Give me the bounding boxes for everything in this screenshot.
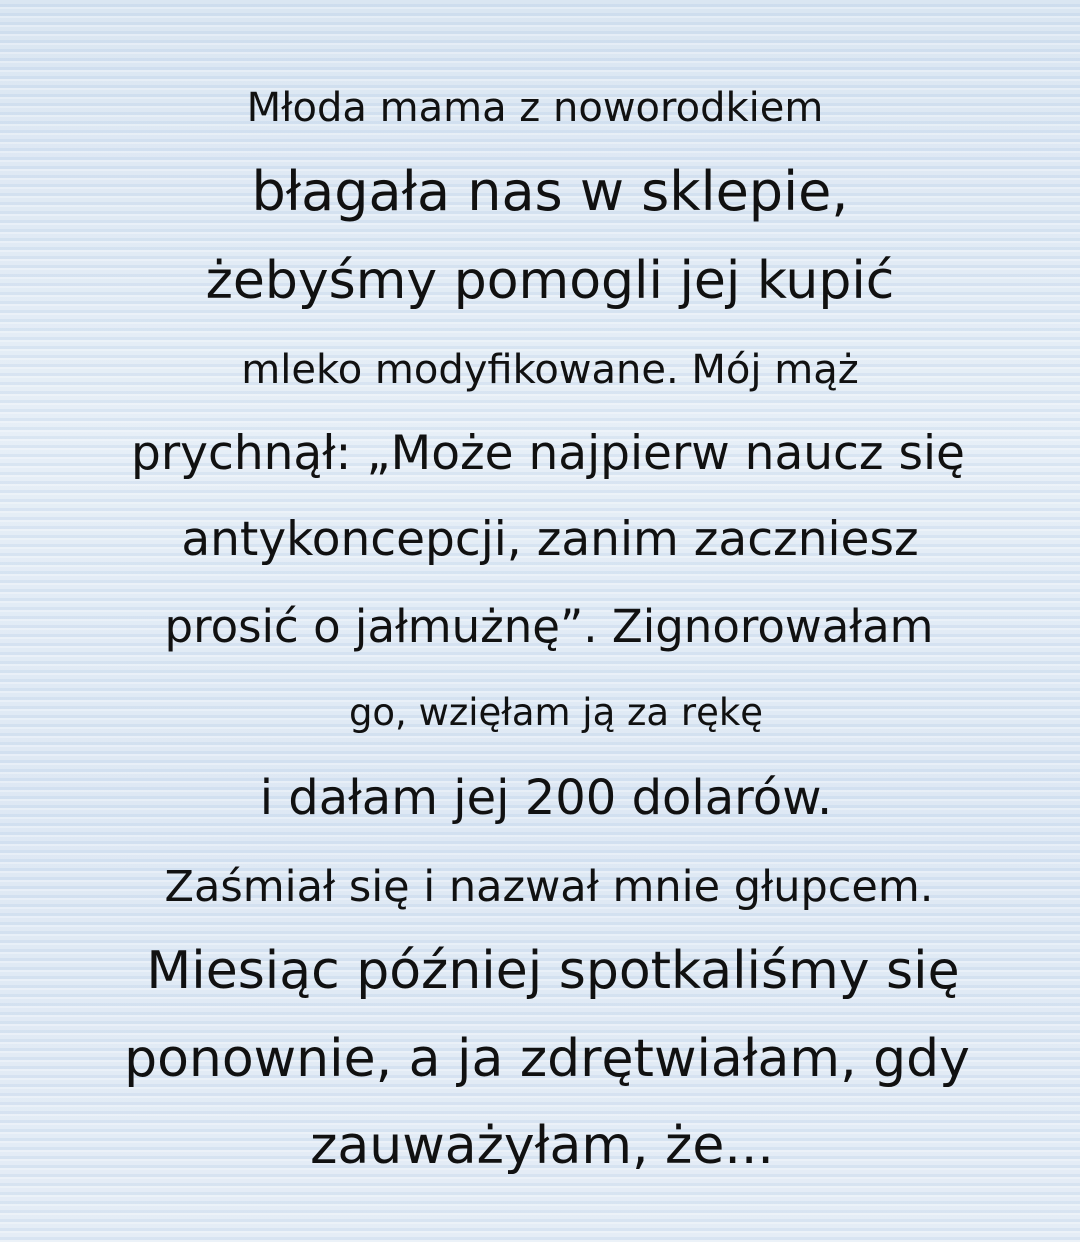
story-line-3: żebyśmy pomogli jej kupić	[205, 251, 895, 311]
story-line-13: zauważyłam, że...	[310, 1116, 774, 1176]
story-line-2: błagała nas w sklepie,	[251, 160, 849, 223]
story-line-12: ponownie, a ja zdrętwiałam, gdy	[124, 1029, 970, 1089]
story-line-10: Zaśmiał się i nazwał mnie głupcem.	[164, 862, 934, 912]
story-line-8: go, wzięłam ją za rękę	[348, 691, 764, 734]
story-line-11: Miesiąc później spotkaliśmy się	[146, 941, 960, 1001]
story-line-1: Młoda mama z noworodkiem	[246, 85, 824, 131]
story-line-9: i dałam jej 200 dolarów.	[259, 770, 833, 826]
story-line-4: mleko modyfikowane. Mój mąż	[241, 347, 859, 393]
story-line-5: prychnął: „Może najpierw naucz się	[131, 426, 965, 481]
story-line-7: prosić o jałmużnę”. Zignorowałam	[164, 600, 934, 653]
story-line-6: antykoncepcji, zanim zaczniesz	[181, 512, 919, 567]
